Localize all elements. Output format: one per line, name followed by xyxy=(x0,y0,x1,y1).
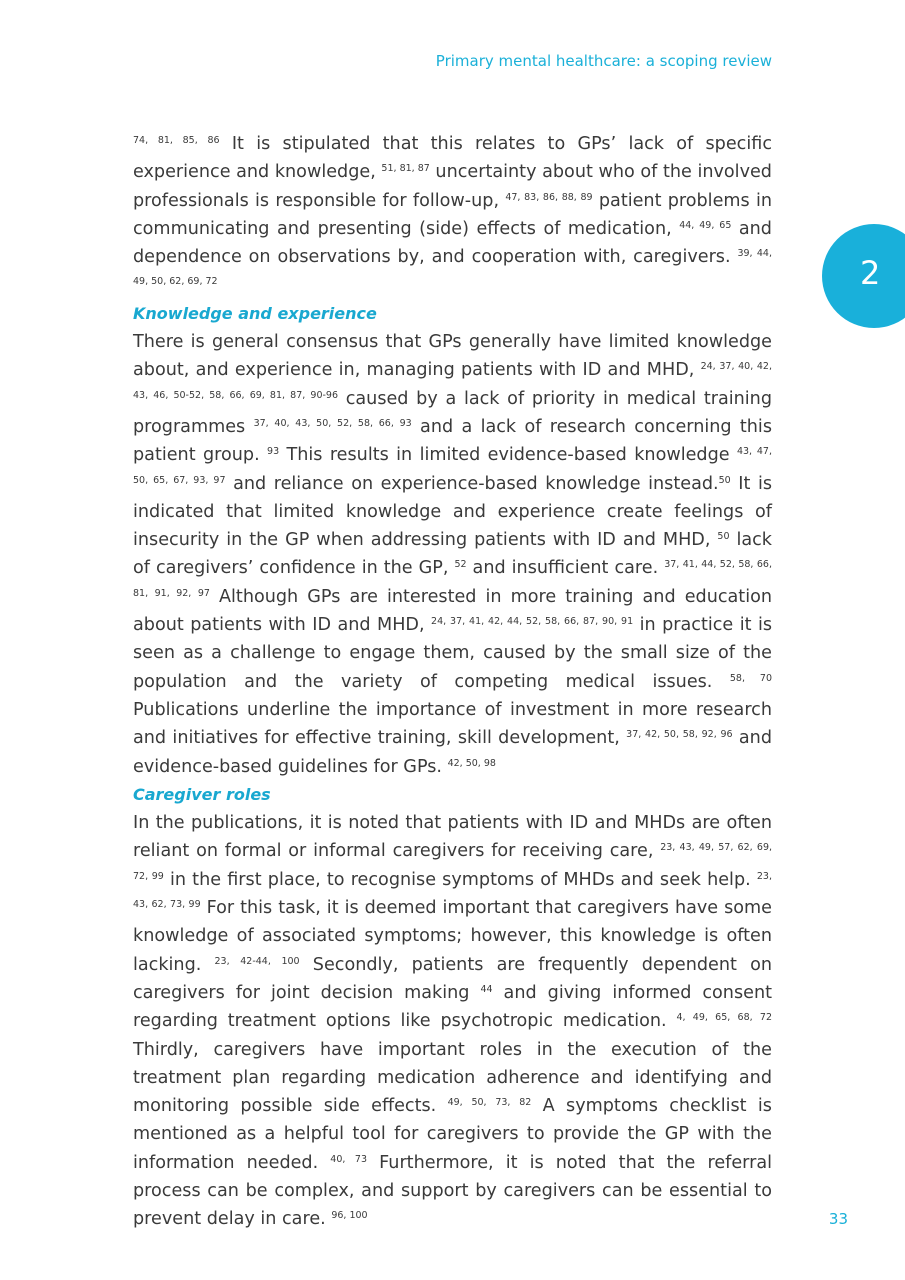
body-text: Furthermore, it is noted that the referral process can be complex, and support by caregivers can be essential to prevent delay in care. xyxy=(133,1152,773,1230)
chapter-tab xyxy=(822,224,905,328)
body-text: uncertainty about who of the involved professionals is responsible for follow-up, xyxy=(133,162,772,211)
citation-refs: 52 xyxy=(454,559,467,571)
citation-refs: 42, 50, 98 xyxy=(447,757,496,769)
paragraph-caregiver xyxy=(133,809,772,1233)
section-heading-caregiver: Caregiver roles xyxy=(133,784,271,804)
citation-refs: 40, 73 xyxy=(330,1153,368,1165)
body-text: It is stipulated that this relates to GPs’ lack of specific experience and knowledge, xyxy=(133,134,772,183)
citation-refs: 39, 44, 49, 50, 62, 69, 72 xyxy=(133,248,772,288)
chapter-number: 2 xyxy=(860,254,881,292)
paragraph-knowledge xyxy=(133,328,772,781)
citation-refs: 47, 83, 86, 88, 89 xyxy=(505,191,593,203)
body-text: and giving informed consent regarding treatment options like psychotropic medication. xyxy=(133,982,773,1032)
citation-refs: 49, 50, 73, 82 xyxy=(447,1097,532,1109)
page-body xyxy=(133,130,772,1234)
body-text: lack of caregivers’ confidence in the GP, xyxy=(133,530,772,579)
paragraph-continuation xyxy=(133,130,772,300)
body-text: in the first place, to recognise symptoms of MHDs and seek help. xyxy=(163,869,757,890)
citation-refs: 37, 41, 44, 52, 58, 66, 81, 91, 92, 97 xyxy=(133,559,772,599)
citation-refs: 50 xyxy=(717,531,730,543)
body-text: caused by a lack of priority in medical training programmes xyxy=(133,388,772,437)
body-text: It is indicated that limited knowledge and experience create feelings of insecurity in the GP when addressing patients with ID and MHD, xyxy=(133,473,772,551)
body-text: and reliance on experience-based knowledge instead. xyxy=(225,473,719,494)
citation-refs: 44 xyxy=(480,983,493,995)
body-text: Secondly, patients are frequently dependent on caregivers for joint decision making xyxy=(133,954,773,1003)
citation-refs: 37, 40, 43, 50, 52, 58, 66, 93 xyxy=(253,417,412,429)
body-text: This results in limited evidence-based knowledge xyxy=(279,445,737,466)
body-text: In the publications, it is noted that patients with ID and MHDs are often reliant on formal or informal caregivers for receiving care, xyxy=(133,813,772,862)
body-text: Although GPs are interested in more training and education about patients with ID and MHD, xyxy=(133,586,772,636)
citation-refs: 58, 70 xyxy=(729,672,773,684)
section-heading-knowledge: Knowledge and experience xyxy=(133,303,377,323)
citation-refs: 50 xyxy=(718,474,731,486)
citation-refs: 51, 81, 87 xyxy=(381,163,430,175)
body-text: and evidence-based guidelines for GPs. xyxy=(133,728,772,777)
citation-refs: 93 xyxy=(267,446,280,458)
body-text: For this task, it is deemed important that caregivers have some knowledge of associated symptoms; however, this knowledge is often lacking. xyxy=(133,898,772,975)
citation-refs: 23, 43, 62, 73, 99 xyxy=(133,870,772,911)
body-text: patient problems in communicating and presenting (side) effects of medication, xyxy=(133,190,773,239)
citation-refs: 24, 37, 41, 42, 44, 52, 58, 66, 87, 90, 91 xyxy=(431,616,634,628)
citation-refs: 43, 47, 50, 65, 67, 93, 97 xyxy=(133,446,772,486)
citation-refs: 24, 37, 40, 42, 43, 46, 50-52, 58, 66, 69, 81, 87, 90-96 xyxy=(133,361,772,401)
citation-refs: 23, 43, 49, 57, 62, 69, 72, 99 xyxy=(133,842,773,882)
body-text: in practice it is seen as a challenge to engage them, caused by the small size of the population and the variety of competing medical issues. xyxy=(133,615,773,692)
body-text: A symptoms checklist is mentioned as a helpful tool for caregivers to provide the GP with the information needed. xyxy=(133,1096,772,1173)
body-text: and insufficient care. xyxy=(466,558,665,579)
citation-refs: 37, 42, 50, 58, 92, 96 xyxy=(626,729,733,741)
citation-refs: 44, 49, 65 xyxy=(679,219,732,231)
citation-refs: 4, 49, 65, 68, 72 xyxy=(676,1012,772,1024)
body-text: Thirdly, caregivers have important roles in the execution of the treatment plan regarding medication adherence and identifying and monitoring possible side effects. xyxy=(133,1039,772,1117)
page-number: 33 xyxy=(828,1210,848,1228)
body-text: and a lack of research concerning this patient group. xyxy=(133,416,772,466)
citation-refs: 23, 42-44, 100 xyxy=(214,955,300,967)
body-text: Publications underline the importance of investment in more research and initiatives for effective training, skill development, xyxy=(133,699,772,749)
body-text: and dependence on observations by, and cooperation with, caregivers. xyxy=(133,218,772,268)
citation-refs: 96, 100 xyxy=(331,1210,368,1222)
running-header: Primary mental healthcare: a scoping review xyxy=(435,52,772,70)
body-text: There is general consensus that GPs generally have limited knowledge about, and experience in, managing patients with ID and MHD, xyxy=(133,332,772,381)
citation-refs: 74, 81, 85, 86 xyxy=(133,135,220,146)
